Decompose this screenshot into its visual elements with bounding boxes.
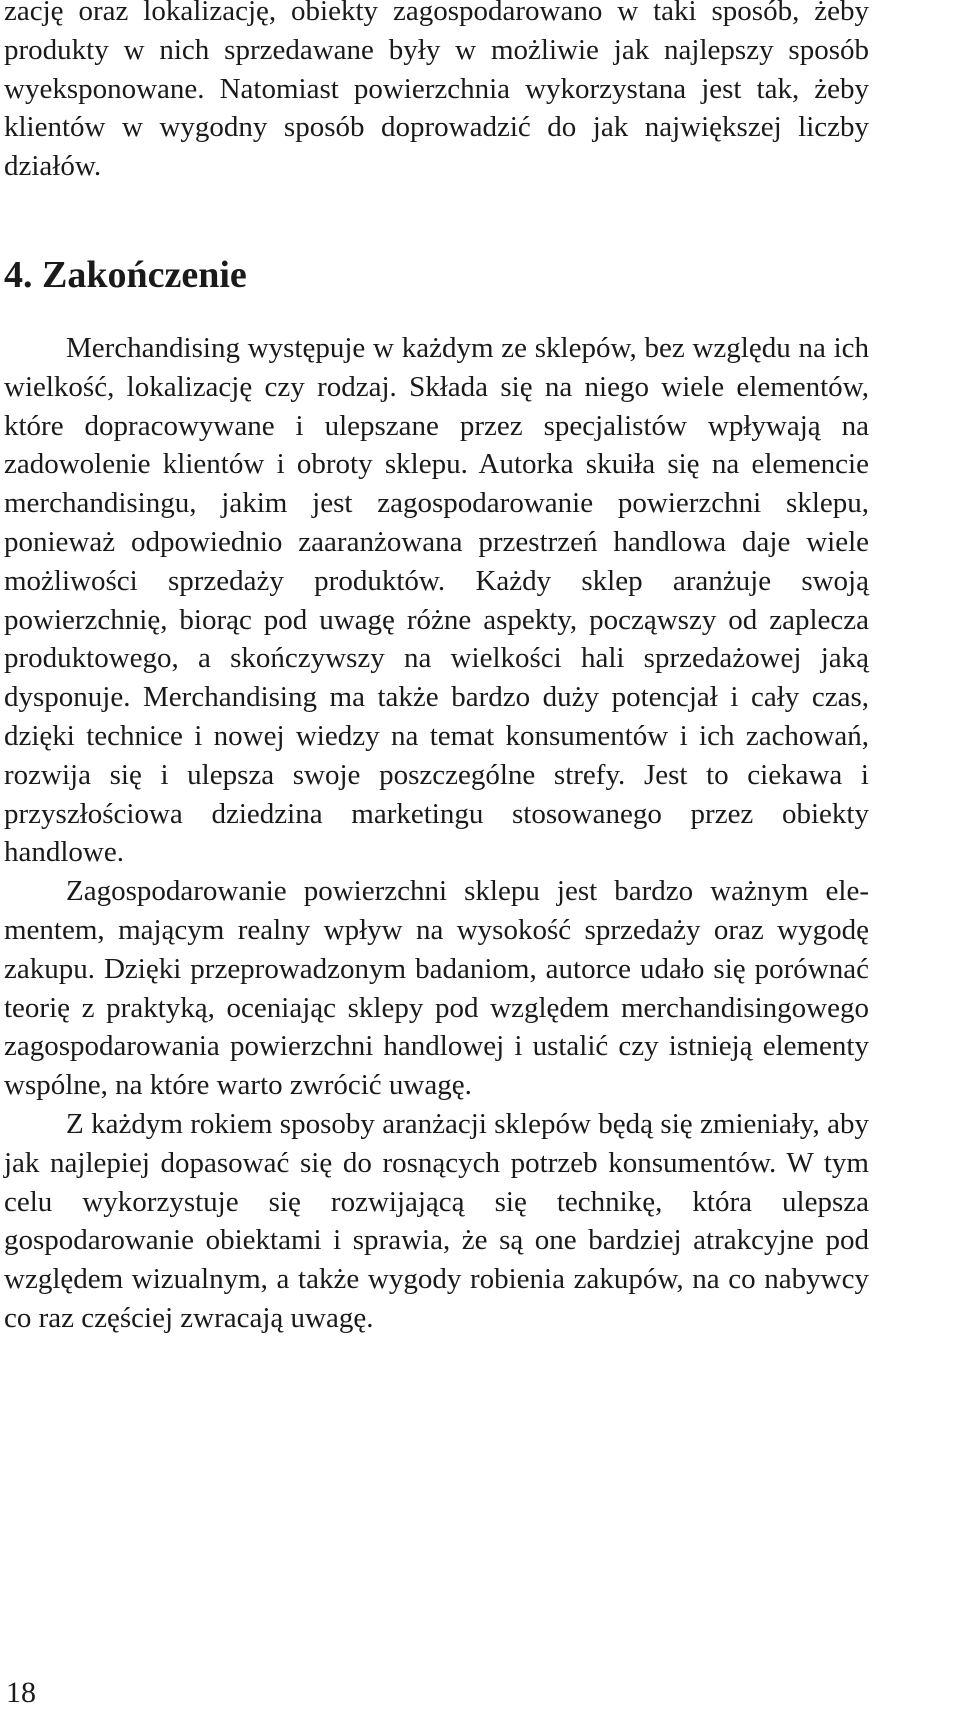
intro-paragraph: zację oraz lokalizację, obiekty zagospodarowano w taki sposób, żeby produkty w nich sprzedawane były w możliwie jak najlepszy sposób wyeksponowane. Natomiast powierzchnia wykorzystana jest tak, żeby klientów w wygodny sposób doprowadzić do jak największej liczby działów. [4, 0, 869, 183]
section-heading: 4. Zakończenie [4, 254, 247, 296]
intro-text [4, 0, 869, 186]
body-paragraph-1: Merchandising występuje w każdym ze sklepów, bez względu na ich wielkość, lokalizację czy rodzaj. Składa się na niego wiele elementów, które dopracowywane i ulepszane przez specjalistów wpływają na zadowolenie klientów i obroty sklepu. Autorka skuiła się na elemencie merchandisingu, jakim jest zagospodarowanie powierzchni sklepu, ponieważ odpowiednio zaaranżowana przestrzeń handlowa daje wiele możliwości sprzedaży produktów. Każdy sklep aranżuje swoją powierzchnię, biorąc pod uwagę różne aspekty, począwszy od zaplecza produktowego, a skończywszy na wielkości hali sprzedażowej jaką dysponuje. Merchandising ma także bardzo duży potencjał i cały czas, dzięki technice i nowej wiedzy na temat konsumentów i ich zachowań, rozwija się i ulepsza swoje poszczególne strefy. Jest to ciekawa i przyszłościowa dziedzina marketingu stosowanego przez obiekty handlowe. [4, 332, 869, 869]
body-paragraph-2: Zagospodarowanie powierzchni sklepu jest bardzo ważnym elementem, mającym realny wpływ na wysokość sprzedaży oraz wygodę zakupu. Dzięki przeprowadzonym badaniom, autorce udało się porównać teorię z praktyką, oceniając sklepy pod względem merchandisingowego zagospodarowania powierzchni handlowej i ustalić czy istnieją elementy wspólne, na które warto zwrócić uwagę. [4, 875, 869, 1102]
body-paragraph-3: Z każdym rokiem sposoby aranżacji sklepów będą się zmieniały, aby jak najlepiej dopasować się do rosnących potrzeb konsumentów. W tym celu wykorzystuje się rozwijającą się technikę, która ulepsza gospodarowanie obiektami i sprawia, że są one bardziej atrakcyjne pod względem wizualnym, a także wygody robienia zakupów, na co nabywcy co raz częściej zwracają uwagę. [4, 1107, 869, 1334]
section-body [4, 329, 869, 1338]
page-number: 18 [6, 1676, 36, 1709]
